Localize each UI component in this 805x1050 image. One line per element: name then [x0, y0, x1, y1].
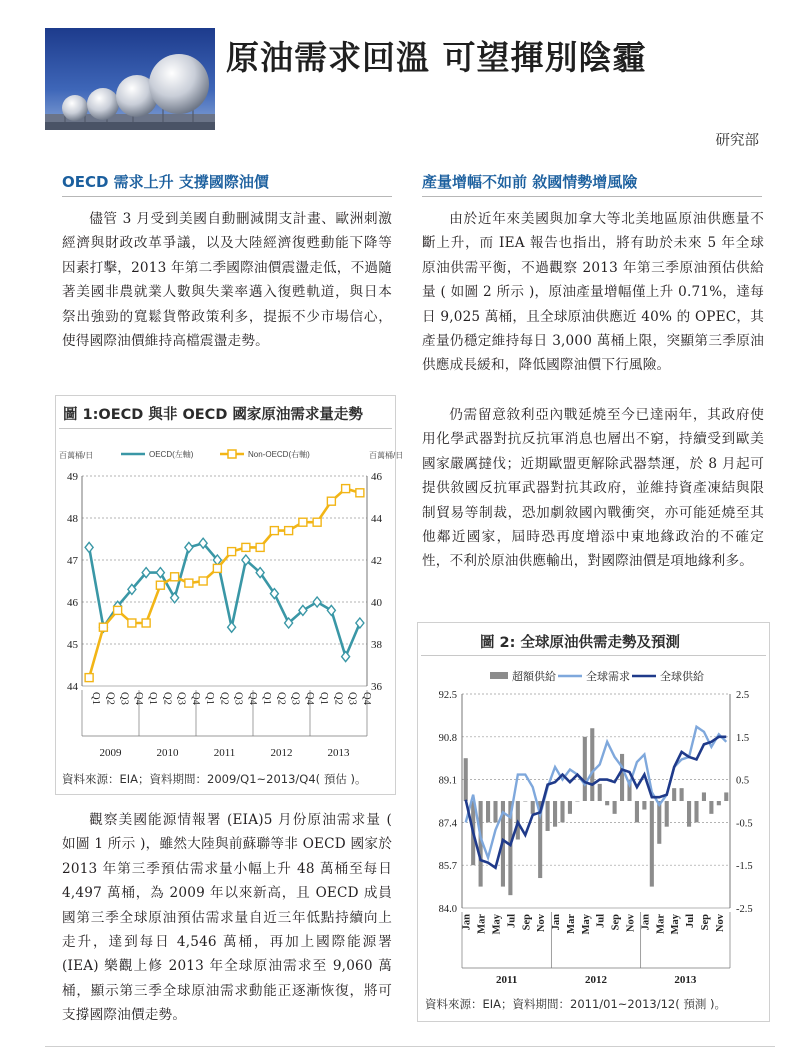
y-tick-right: 42 [371, 555, 382, 567]
y-tick-right: 0.5 [736, 775, 750, 787]
right-heading-rule [422, 196, 762, 197]
x-tick-quarter: Q1 [318, 692, 330, 705]
y-tick-left: 87.4 [438, 818, 457, 830]
x-tick-month: Nov [714, 914, 726, 933]
data-point-oecd [313, 597, 321, 607]
x-tick-month: May [491, 914, 503, 935]
y-tick-left: 90.8 [438, 732, 457, 744]
bar-excess-supply [709, 801, 713, 814]
x-tick-month: Jan [461, 914, 473, 931]
bar-excess-supply [687, 801, 691, 827]
data-point-non-oecd [128, 619, 136, 627]
axis-unit-left: 百萬桶/日 [59, 451, 94, 460]
bar-excess-supply [702, 792, 706, 801]
data-point-non-oecd [242, 543, 250, 551]
data-point-non-oecd [156, 581, 164, 589]
x-tick-quarter: Q2 [104, 692, 116, 705]
bar-excess-supply [717, 801, 721, 805]
bar-excess-supply [635, 801, 639, 822]
right-section-heading: 產量增幅不如前 敘國情勢增風險 [422, 173, 638, 191]
y-tick-right: -0.5 [736, 818, 753, 830]
data-point-non-oecd [142, 619, 150, 627]
x-tick-month: Nov [536, 914, 548, 933]
y-tick-right: -2.5 [736, 904, 753, 915]
data-point-non-oecd [213, 564, 221, 572]
figure-2-title-rule [421, 655, 766, 656]
legend-label-demand: 全球需求 [586, 671, 630, 683]
x-tick-quarter: Q4 [132, 692, 144, 705]
bar-excess-supply [590, 728, 594, 801]
bar-excess-supply [575, 801, 579, 802]
x-tick-month: Jul [506, 914, 518, 929]
x-tick-year: 2011 [213, 747, 236, 759]
x-tick-quarter: Q4 [303, 692, 315, 705]
y-tick-left: 49 [67, 471, 78, 483]
figure-2-source: 資料來源：EIA；資料期間：2011/01~2013/12( 預測 )。 [425, 997, 726, 1011]
series-line-non-oecd [89, 489, 360, 678]
bar-excess-supply [523, 801, 527, 802]
x-tick-month: Mar [655, 914, 667, 934]
bar-excess-supply [486, 801, 490, 822]
bar-excess-supply [583, 737, 587, 801]
bar-excess-supply [657, 801, 661, 844]
x-tick-month: Jan [640, 914, 652, 931]
x-tick-year: 2010 [156, 747, 179, 759]
legend-swatch-excess [490, 672, 508, 679]
x-tick-month: Sep [699, 914, 711, 931]
data-point-non-oecd [228, 548, 236, 556]
x-tick-quarter: Q2 [275, 692, 287, 705]
x-tick-quarter: Q2 [161, 692, 173, 705]
data-point-non-oecd [99, 623, 107, 631]
figure-1-source: 資料來源：EIA；資料期間：2009/Q1~2013/Q4( 預估 )。 [62, 772, 367, 786]
figure-1-chart [55, 440, 404, 765]
x-tick-month: Jul [685, 914, 697, 929]
y-tick-left: 89.1 [438, 775, 457, 787]
data-point-non-oecd [299, 518, 307, 526]
bar-excess-supply [620, 754, 624, 801]
right-paragraph-2: 仍需留意敘利亞內戰延燒至今已達兩年，其政府使用化學武器對抗反抗軍消息也層出不窮，持續受到歐美國家嚴厲撻伐；近期歐盟更解除武器禁運，於 8 月起可提供敘國反抗軍武器對抗其政府，並維持資產凍結與限制貿易等制裁，恐加劇敘國內戰衝突，亦可能延燒至其他鄰近國家，屆時恐再度增添中東地緣政治的不確定性，不利於原油供應輸出，對國際油價是項地緣利多。 [422, 407, 764, 570]
x-tick-quarter: Q3 [118, 692, 130, 705]
left-paragraph-1: 儘管 3 月受到美國自動刪減開支計畫、歐洲刺激經濟與財政改革爭議，以及大陸經濟復甦動能下降等因素打擊，2013 年第二季國際油價震盪走低，不過隨著美國非農就業人數與失業率邁入復甦軌道，與日本祭出強勁的寬鬆貨幣政策利多，提振不少市場信心，使得國際油價維持高檔震盪走勢。 [62, 211, 392, 350]
x-tick-month: May [580, 914, 592, 935]
x-tick-month: Sep [521, 914, 533, 931]
x-tick-quarter: Q4 [189, 692, 201, 705]
axis-unit-right: 百萬桶/日 [369, 451, 404, 460]
legend-marker-non-oecd [228, 450, 236, 458]
bar-excess-supply [672, 788, 676, 801]
x-tick-month: Mar [476, 914, 488, 934]
header-photo [45, 28, 215, 130]
data-point-non-oecd [356, 489, 364, 497]
page-bottom-rule [45, 1046, 775, 1047]
x-tick-year: 2013 [327, 747, 350, 759]
figure-1-title: 圖 1:OECD 與非 OECD 國家原油需求量走勢 [63, 407, 363, 423]
data-point-oecd [228, 622, 236, 632]
x-tick-month: May [670, 914, 682, 935]
y-tick-right: 36 [371, 681, 382, 693]
x-tick-month: Sep [610, 914, 622, 931]
bar-excess-supply [531, 801, 535, 814]
x-tick-quarter: Q3 [232, 692, 244, 705]
x-tick-month: Jul [595, 914, 607, 929]
left-paragraph-2: 觀察美國能源情報署 (EIA)5 月份原油需求量 ( 如圖 1 所示 )，雖然大陸與前蘇聯等非 OECD 國家於 2013 年第三季預估需求量小幅上升 48 萬桶至每日 4,497 萬桶，為 2009 年以來新高，且 OECD 成員國第三季全球原油預估需求量自近三年低點持續向上走升，達到每日 4,546 萬桶，再加上國際能源署 (IEA) 樂觀上修 2013 年全球原油需求至 9,060 萬桶，顯示第三季全球原油需求動能正逐漸恢復，將可支撐國際油價走勢。 [62, 812, 392, 1024]
data-point-oecd [327, 605, 335, 615]
data-point-oecd [85, 542, 93, 552]
left-section-heading: OECD 需求上升 支撐國際油價 [62, 173, 269, 191]
x-tick-year: 2011 [495, 974, 518, 986]
left-heading-rule [62, 196, 392, 197]
x-tick-month: Nov [625, 914, 637, 933]
y-tick-right: 2.5 [736, 690, 750, 701]
figure-2-chart [422, 658, 767, 993]
legend-label-supply: 全球供給 [660, 671, 704, 683]
data-point-non-oecd [313, 518, 321, 526]
x-tick-month: Mar [565, 914, 577, 934]
data-point-non-oecd [199, 577, 207, 585]
y-tick-left: 92.5 [438, 690, 457, 701]
x-tick-quarter: Q1 [204, 692, 216, 705]
bar-excess-supply [680, 788, 684, 801]
bar-excess-supply [493, 801, 497, 822]
y-tick-left: 46 [67, 597, 78, 609]
right-paragraph-1: 由於近年來美國與加拿大等北美地區原油供應量不斷上升，而 IEA 報告也指出，將有助於未來 5 年全球原油供需平衡，不過觀察 2013 年第三季原油預估供給量 ( 如圖 2 所示 )，原油產量增幅僅上升 0.71%，達每日 9,025 萬桶，且全球原油供應近 40% 的 OPEC，其產量仍穩定維持每日 3,000 萬桶上限，突顯第三季原油供應成長緩和，降低國際油價下行風險。 [422, 211, 764, 374]
x-tick-year: 2012 [585, 974, 607, 986]
x-tick-quarter: Q3 [289, 692, 301, 705]
data-point-non-oecd [285, 527, 293, 535]
data-point-non-oecd [85, 674, 93, 682]
data-point-non-oecd [114, 606, 122, 614]
data-point-non-oecd [327, 497, 335, 505]
x-tick-quarter: Q2 [332, 692, 344, 705]
y-tick-right: 1.5 [736, 732, 750, 744]
y-tick-left: 45 [67, 639, 78, 651]
y-tick-right: 38 [371, 639, 382, 651]
data-point-non-oecd [171, 573, 179, 581]
y-tick-left: 85.7 [438, 861, 457, 873]
y-tick-right: 44 [371, 513, 382, 525]
bar-excess-supply [546, 801, 550, 831]
figure-1-title-rule [59, 428, 392, 429]
data-point-non-oecd [270, 527, 278, 535]
bar-excess-supply [650, 801, 654, 887]
x-tick-quarter: Q3 [175, 692, 187, 705]
y-tick-right: -1.5 [736, 861, 753, 873]
legend-label-excess: 超額供給 [512, 671, 556, 683]
bar-excess-supply [642, 801, 646, 810]
bar-excess-supply [665, 801, 669, 827]
x-tick-month: Jan [551, 914, 563, 931]
y-tick-right: 40 [371, 597, 382, 609]
legend-label-non-oecd: Non-OECD(右軸) [248, 450, 310, 459]
bar-excess-supply [464, 758, 468, 801]
x-tick-quarter: Q1 [261, 692, 273, 705]
y-tick-left: 48 [67, 513, 78, 525]
author-department: 研究部 [715, 133, 759, 149]
x-tick-quarter: Q1 [90, 692, 102, 705]
bar-excess-supply [568, 801, 572, 814]
bar-excess-supply [605, 801, 609, 805]
y-tick-left: 84.0 [438, 904, 457, 915]
data-point-non-oecd [185, 579, 193, 587]
data-point-oecd [185, 542, 193, 552]
data-point-non-oecd [342, 485, 350, 493]
x-tick-quarter: Q1 [147, 692, 159, 705]
y-tick-right: 46 [371, 471, 382, 483]
x-tick-year: 2012 [270, 747, 293, 759]
figure-2-title: 圖 2: 全球原油供需走勢及預測 [480, 635, 680, 651]
legend-label-oecd: OECD(左軸) [149, 450, 194, 459]
bar-excess-supply [553, 801, 557, 827]
x-tick-quarter: Q2 [218, 692, 230, 705]
data-point-non-oecd [256, 543, 264, 551]
bar-excess-supply [613, 801, 617, 814]
bar-excess-supply [694, 801, 698, 822]
x-tick-quarter: Q3 [346, 692, 358, 705]
y-tick-left: 44 [67, 681, 78, 693]
bar-excess-supply [560, 801, 564, 822]
x-tick-quarter: Q4 [360, 692, 372, 705]
bar-excess-supply [724, 792, 728, 801]
bar-excess-supply [598, 784, 602, 801]
y-tick-left: 47 [67, 555, 78, 567]
x-tick-quarter: Q4 [246, 692, 258, 705]
x-tick-year: 2013 [674, 974, 697, 986]
page-title: 原油需求回溫 可望揮別陰霾 [226, 38, 647, 77]
x-tick-year: 2009 [99, 747, 122, 759]
